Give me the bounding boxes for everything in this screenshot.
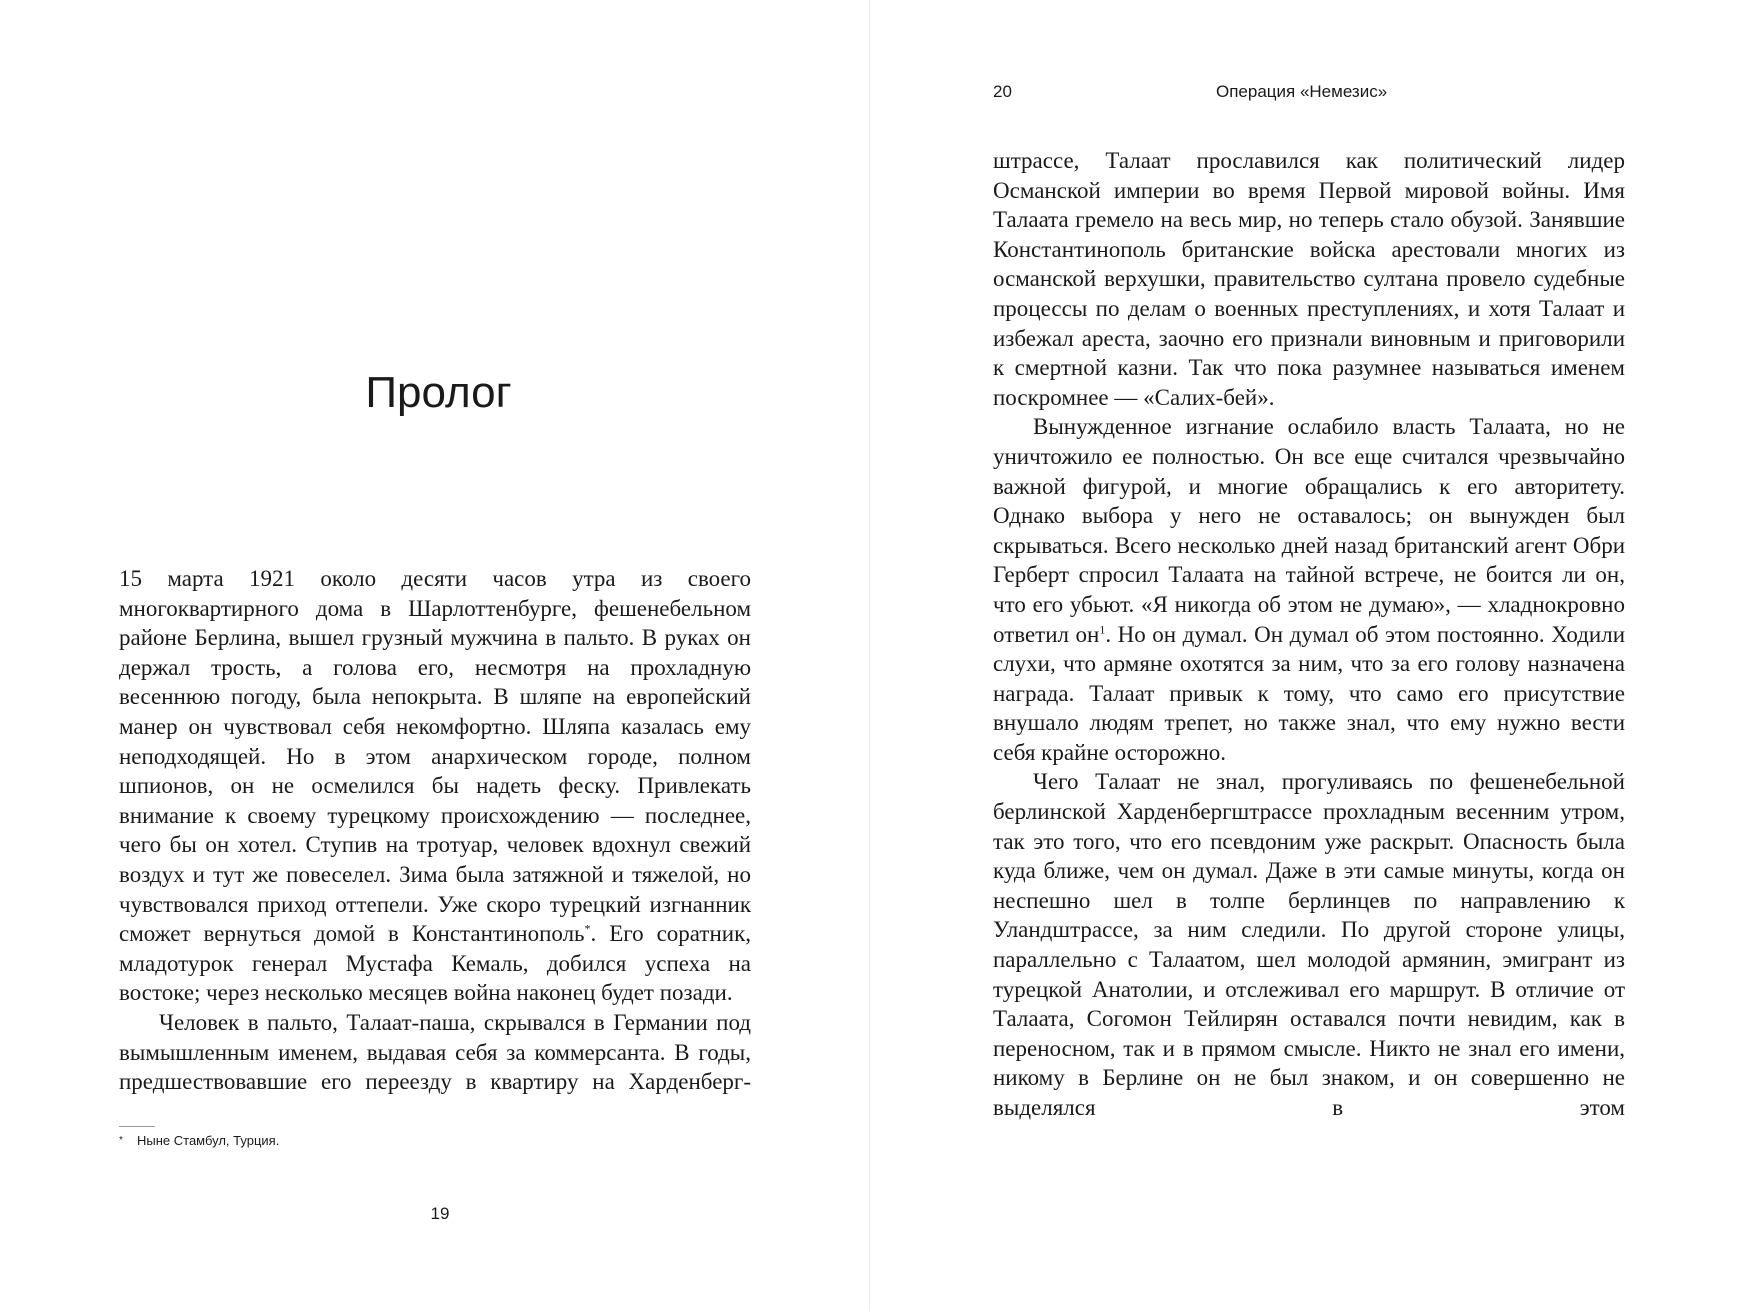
paragraph: штрассе, Талаат прославился как политический лидер Османской империи во время Первой мировой войны. Имя Талаата гремело на весь мир, но теперь стало обузой. Занявшие Константинополь британские войска арестовали многих из османской верхушки, правительство султана провело судебные процессы по делам о военных преступлениях, и хотя Талаат и избежал ареста, заочно его признали виновным и приговорили к смертной казни. Так что пока разумнее называться именем поскромнее — «Салих-бей».	[993, 148, 1625, 410]
footnote-reference: 1	[1099, 621, 1106, 636]
page-number: 20	[993, 82, 1012, 101]
footnote-reference: *	[584, 921, 591, 936]
footnote	[119, 1133, 279, 1148]
paragraph-text: Вынужденное изгнание ослабило власть Талаата, но не уничтожило ее полностью. Он все еще считался чрезвычайно важной фигурой, и многие обращались к его авторитету. Однако выбора у него не оставалось; он вынужден был скрываться. Всего несколько дней назад британский агент Обри Герберт спросил Талаата на тайной встрече, не боится ли он, что его убьют. «Я никогда об этом не думаю», — хладнокровно ответил он	[993, 414, 1625, 647]
chapter-title: Пролог	[365, 368, 512, 417]
paragraph	[119, 564, 751, 1008]
paragraph: Человек в пальто, Талаат-паша, скрывался в Германии под вымышленным именем, выдавая себя за коммерсанта. В годы, предшествовавшие его переезду в квартиру на Харденберг-	[119, 1009, 751, 1095]
left-page-body	[119, 564, 751, 1097]
right-page-body	[993, 146, 1625, 1123]
right-page	[870, 0, 1737, 1311]
paragraph-text: 15 марта 1921 около десяти часов утра из своего многоквартирного дома в Шарлоттенбурге, фешенебельном районе Берлина, вышел грузный мужчина в пальто. В руках он держал трость, а голова его, несмотря на прохладную весеннюю погоду, была непокрыта. В шляпе на европейский манер он чувствовал себя некомфортно. Шляпа казалась ему неподходящей. Но в этом анархическом городе, полном шпионов, он не осмелился бы надеть феску. Привлекать внимание к своему турецкому происхождению — последнее, чего бы он хотел. Ступив на тротуар, человек вдохнул свежий воздух и тут же повеселел. Зима была затяжной и тяжелой, но чувствовался приход оттепели. Уже скоро турецкий изгнанник сможет вернуться домой в Константинополь	[119, 566, 751, 947]
running-head-title: Операция «Немезис»	[1216, 82, 1388, 101]
footnote-mark: *	[119, 1135, 123, 1146]
paragraph: Чего Талаат не знал, прогуливаясь по фешенебельной берлинской Харденбергштрассе прохладным весенним утром, так это того, что его псевдоним уже раскрыт. Опасность была куда ближе, чем он думал. Даже в эти самые минуты, когда он неспешно шел в толпе берлинцев по направлению к Уландштрассе, за ним следили. По другой стороне улицы, параллельно с Талаатом, шел молодой армянин, эмигрант из турецкой Анатолии, и отслеживал его маршрут. В отличие от Талаата, Согомон Тейлирян оставался почти невидим, как в переносном, так и в прямом смысле. Никто не знал его имени, никому в Берлине он не был знаком, и он совершенно не выделялся в этом	[993, 769, 1625, 1120]
left-page	[0, 0, 868, 1311]
footnote-divider	[119, 1126, 155, 1127]
paragraph	[993, 412, 1625, 767]
paragraph-text: . Его соратник, младотурок генерал Мустафа Кемаль, добился успеха на востоке; через несколько месяцев война наконец будет позади.	[119, 921, 751, 1006]
page-number: 19	[430, 1204, 450, 1223]
paragraph-text: . Но он думал. Он думал об этом постоянно. Ходили слухи, что армяне охотятся за ним, что за его голову назначена награда. Талаат привык к тому, что само его присутствие внушало людям трепет, но также знал, что ему нужно вести себя крайне осторожно.	[993, 621, 1625, 765]
footnote-text: Ныне Стамбул, Турция.	[137, 1133, 280, 1148]
